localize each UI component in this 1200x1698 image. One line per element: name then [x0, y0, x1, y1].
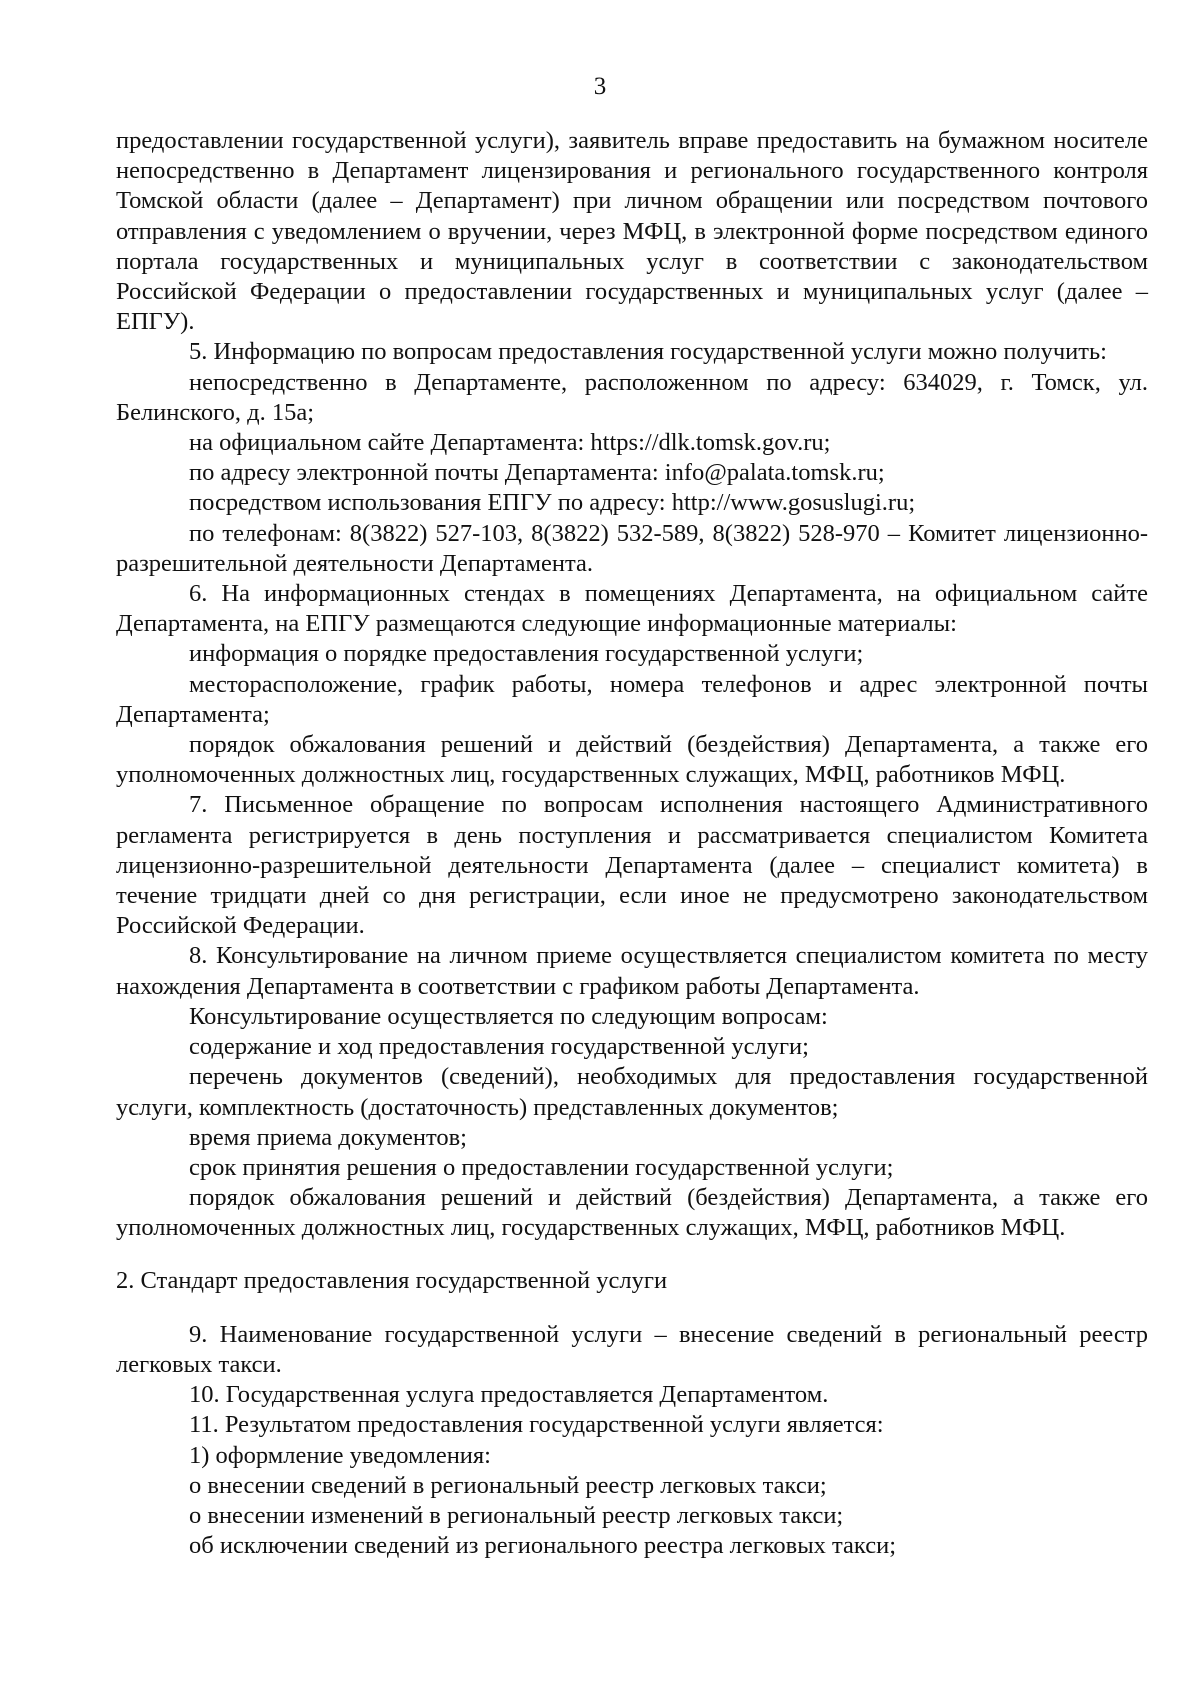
paragraph-location-schedule: месторасположение, график работы, номера телефонов и адрес электронной почты Департамента;	[116, 670, 1148, 728]
paragraph-consult-deadline: срок принятия решения о предоставлении государственной услуги;	[189, 1153, 894, 1181]
paragraph-notice-changes: о внесении изменений в региональный реестр легковых такси;	[189, 1501, 844, 1529]
paragraph-notice-inclusion: о внесении сведений в региональный реестр легковых такси;	[189, 1471, 827, 1499]
paragraph-item-9: 9. Наименование государственной услуги – внесение сведений в региональный реестр легковых такси.	[116, 1320, 1148, 1378]
paragraph-item-10: 10. Государственная услуга предоставляется Департаментом.	[189, 1381, 829, 1409]
paragraph-item-7: 7. Письменное обращение по вопросам исполнения настоящего Административного регламента регистрируется в день поступления и рассматривается специалистом Комитета лицензионно-разрешительной деятельности Департамента (далее – специалист комитета) в течение тридцати дней со дня регистрации, если иное не предусмотрено законодательством Российской Федерации.	[116, 791, 1148, 940]
paragraph-consult-documents: перечень документов (сведений), необходимых для предоставления государственной услуги, комплектность (достаточность) представленных документов;	[116, 1063, 1148, 1121]
paragraph-notice-exclusion: об исключении сведений из регионального реестра легковых такси;	[189, 1532, 897, 1560]
paragraph-item-5: 5. Информацию по вопросам предоставления государственной услуги можно получить:	[189, 338, 1107, 366]
paragraph-item-11-1: 1) оформление уведомления:	[189, 1441, 491, 1469]
paragraph-address: непосредственно в Департаменте, расположенном по адресу: 634029, г. Томск, ул. Белинского, д. 15а;	[116, 368, 1148, 426]
paragraph-consult-time: время приема документов;	[189, 1123, 467, 1151]
paragraph-website: на официальном сайте Департамента: https://dlk.tomsk.gov.ru;	[189, 429, 831, 457]
paragraph-consult-content: содержание и ход предоставления государственной услуги;	[189, 1033, 809, 1061]
paragraph-phones: по телефонам: 8(3822) 527-103, 8(3822) 532-589, 8(3822) 528-970 – Комитет лицензионно-разрешительной деятельности Департамента.	[116, 519, 1148, 577]
paragraph-item-8: 8. Консультирование на личном приеме осуществляется специалистом комитета по месту нахождения Департамента в соответствии с графиком работы Департамента.	[116, 942, 1148, 1000]
paragraph-appeal-procedure: порядок обжалования решений и действий (бездействия) Департамента, а также его уполномоченных должностных лиц, государственных служащих, МФЦ, работников МФЦ.	[116, 731, 1148, 789]
paragraph-consult-appeal: порядок обжалования решений и действий (бездействия) Департамента, а также его уполномоченных должностных лиц, государственных служащих, МФЦ, работников МФЦ.	[116, 1184, 1148, 1242]
paragraph-continuation: предоставлении государственной услуги), заявитель вправе предоставить на бумажном носителе непосредственно в Департамент лицензирования и регионального государственного контроля Томской области (далее – Департамент) при личном обращении или посредством почтового отправления с уведомлением о вручении, через МФЦ, в электронной форме посредством единого портала государственных и муниципальных услуг в соответствии с законодательством Российской Федерации о предоставлении государственных и муниципальных услуг (далее – ЕПГУ).	[116, 127, 1148, 336]
paragraph-consult-topics: Консультирование осуществляется по следующим вопросам:	[189, 1002, 828, 1030]
paragraph-item-11: 11. Результатом предоставления государственной услуги является:	[189, 1411, 884, 1439]
paragraph-item-6: 6. На информационных стендах в помещениях Департамента, на официальном сайте Департамента, на ЕПГУ размещаются следующие информационные материалы:	[116, 580, 1148, 638]
page-number: 3	[593, 73, 607, 100]
paragraph-info-procedure: информация о порядке предоставления государственной услуги;	[189, 640, 864, 668]
document-body	[116, 126, 1148, 1561]
paragraph-email: по адресу электронной почты Департамента: info@palata.tomsk.ru;	[189, 459, 885, 487]
section-heading: 2. Стандарт предоставления государственной услуги	[116, 1266, 668, 1294]
paragraph-epgu: посредством использования ЕПГУ по адресу: http://www.gosuslugi.ru;	[189, 489, 916, 517]
